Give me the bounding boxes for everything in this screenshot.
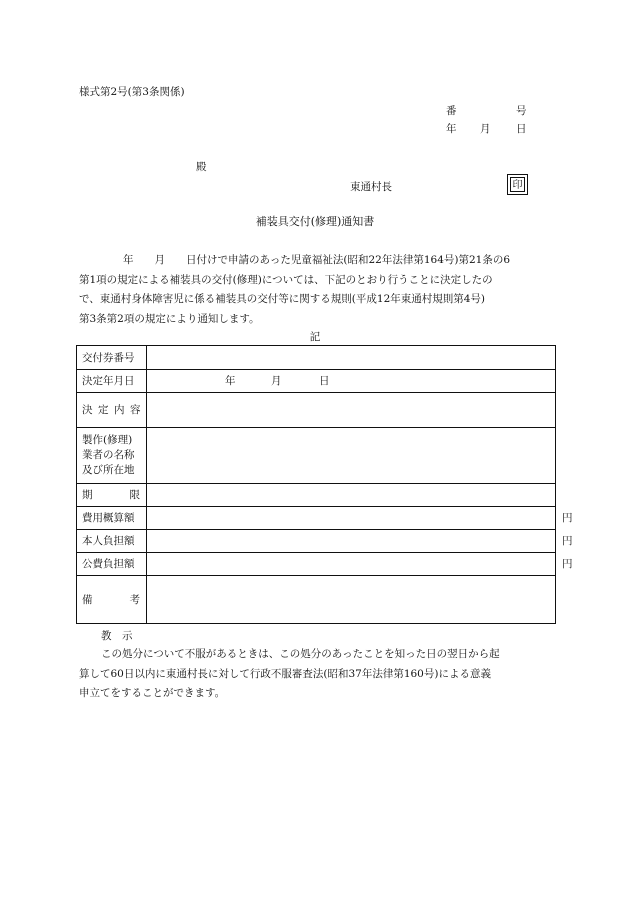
label-remarks <box>77 576 147 624</box>
body-line: 第1項の規定による補装具の交付(修理)については、下記のとおり行うことに決定したの <box>79 273 493 286</box>
label-public-burden: 公費負担額 <box>77 553 147 576</box>
document-title: 補装具交付(修理)通知書 <box>255 215 375 228</box>
sender-name: 東通村長 <box>350 181 392 193</box>
label-char: 備 <box>82 593 93 606</box>
label-manufacturer <box>77 428 147 484</box>
instruction-heading: 教 示 <box>101 630 133 642</box>
value-estimated-cost <box>147 507 573 530</box>
body-line: 年 月 日付けで申請のあった児童福祉法(昭和22年法律第164号)第21条の6 <box>123 254 511 266</box>
label-decision-date: 決定年月日 <box>77 370 147 393</box>
table-row <box>77 370 556 393</box>
label-deadline <box>77 484 147 507</box>
body-line: で、東通村身体障害児に係る補装具の交付等に関する規則(平成12年東通村規則第4号) <box>79 293 486 305</box>
number-ban-label: 番 <box>446 105 457 117</box>
body-paragraph <box>79 251 557 329</box>
label-line: 製作(修理) <box>82 434 133 446</box>
table-row <box>77 484 556 507</box>
label-line: 及び所在地 <box>82 464 135 476</box>
table-row <box>77 553 556 576</box>
value-decision-date <box>147 370 556 393</box>
date-month-label: 月 <box>480 123 491 135</box>
date-day-label: 日 <box>516 123 527 135</box>
yen-unit: 円 <box>562 512 573 524</box>
number-go-label: 号 <box>516 105 527 117</box>
date-year-label: 年 <box>446 123 457 135</box>
value-manufacturer <box>147 428 556 484</box>
notice-details-table <box>76 345 573 624</box>
label-ticket-number: 交付券番号 <box>77 346 147 370</box>
yen-unit: 円 <box>562 558 573 570</box>
yen-unit: 円 <box>562 535 573 547</box>
decision-day-label: 日 <box>319 375 330 387</box>
value-ticket-number <box>147 346 556 370</box>
table-row <box>77 576 556 624</box>
label-line: 業者の名称 <box>82 449 135 461</box>
label-deadline-text <box>82 488 146 502</box>
value-public-burden <box>147 553 573 576</box>
instruction-paragraph <box>79 645 557 704</box>
table-row <box>77 346 556 370</box>
value-personal-burden <box>147 530 573 553</box>
addressee-suffix: 殿 <box>196 161 207 173</box>
label-char: 限 <box>129 489 140 501</box>
table-row <box>77 530 556 553</box>
table-row <box>77 428 556 484</box>
label-decision-content: 決定内容 <box>77 393 147 428</box>
label-char: 考 <box>129 593 140 606</box>
seal-mark: 印 <box>510 177 525 192</box>
ki-heading: 記 <box>309 331 321 343</box>
label-char: 期 <box>82 489 93 501</box>
value-remarks <box>147 576 556 624</box>
value-decision-content <box>147 393 556 428</box>
body-line: 第3条第2項の規定により通知します。 <box>79 312 260 325</box>
label-estimated-cost: 費用概算額 <box>77 507 147 530</box>
label-personal-burden: 本人負担額 <box>77 530 147 553</box>
table-row <box>77 393 556 428</box>
form-number-label: 様式第2号(第3条関係) <box>79 86 185 98</box>
notice-line: 算して60日以内に東通村長に対して行政不服審査法(昭和37年法律第160号)による意義 <box>79 667 491 680</box>
value-deadline <box>147 484 556 507</box>
label-remarks-text <box>82 593 146 607</box>
decision-year-label: 年 <box>225 375 236 387</box>
decision-month-label: 月 <box>271 375 282 387</box>
notice-line: 申立てをすることができます。 <box>79 687 226 699</box>
notice-line: この処分について不服があるときは、この処分のあったことを知った日の翌日から起 <box>101 648 500 660</box>
table-row <box>77 507 556 530</box>
